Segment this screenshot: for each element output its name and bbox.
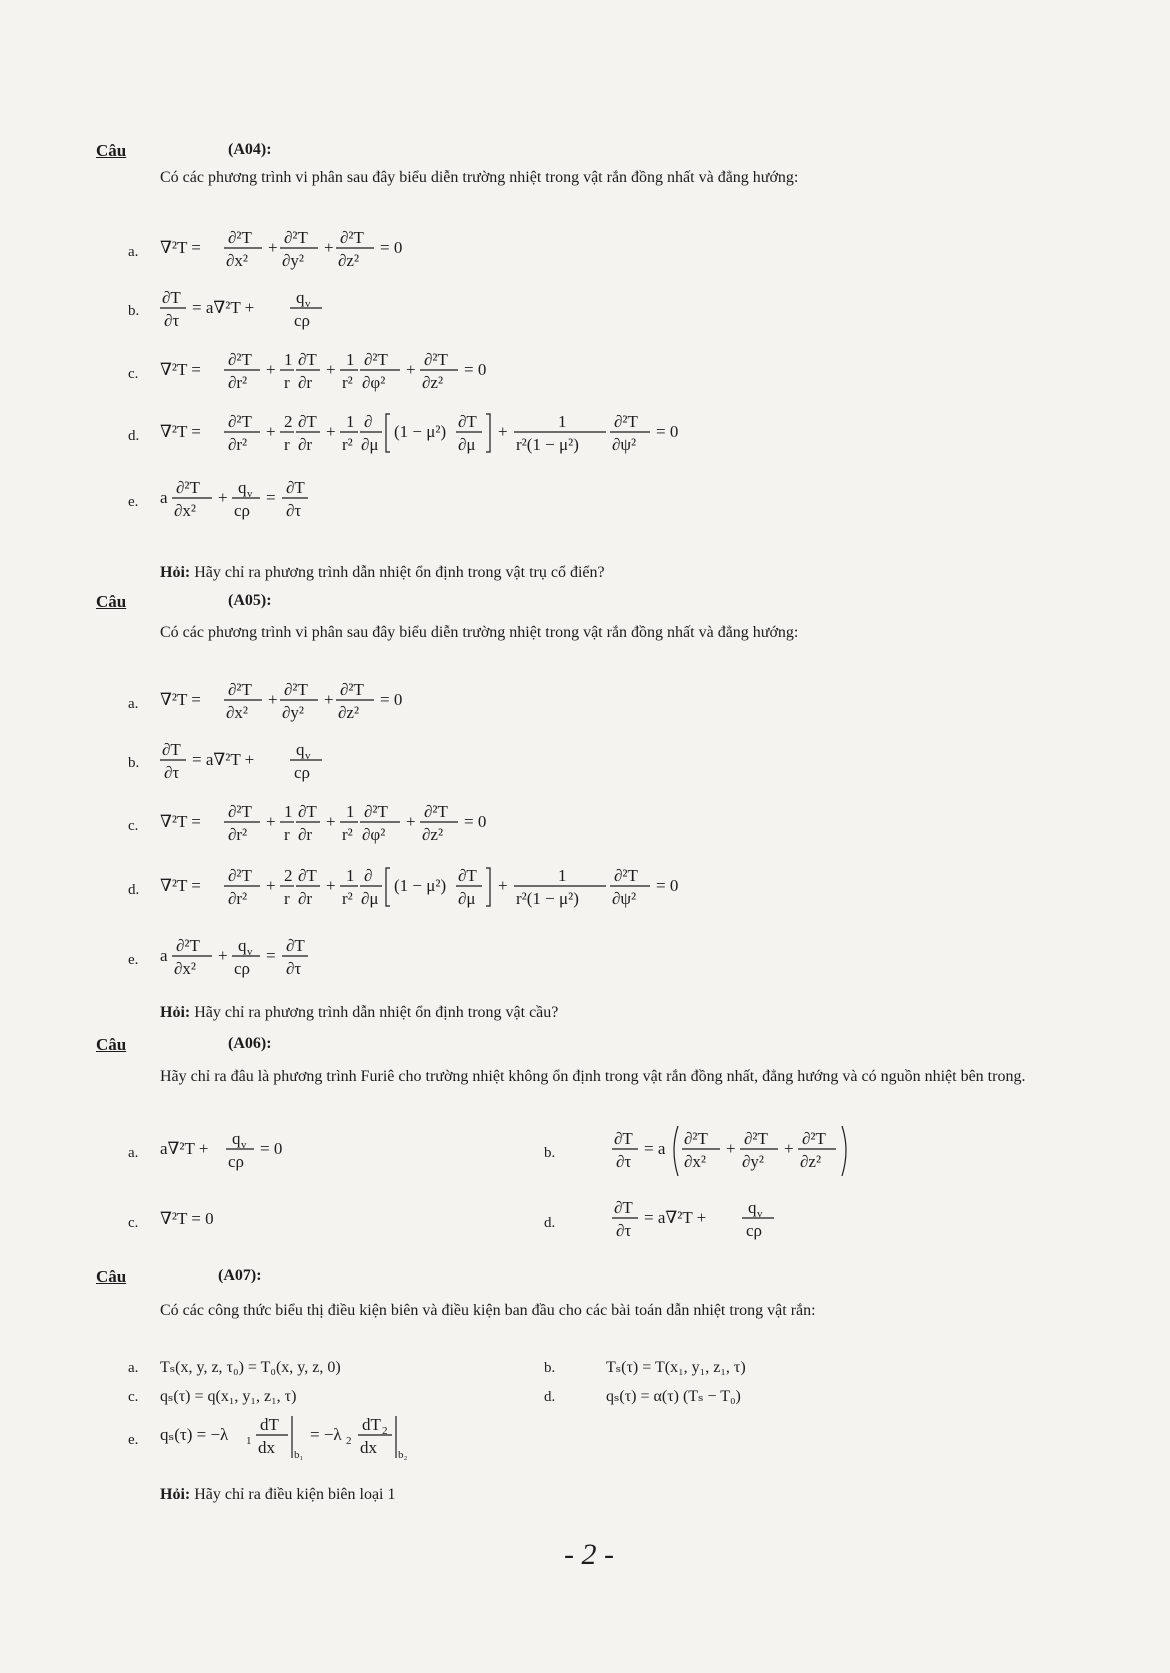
option-letter: c. <box>128 366 139 382</box>
question-label: Câu <box>96 1035 127 1054</box>
question-prompt <box>160 1486 395 1504</box>
option-letter: c. <box>128 1215 139 1231</box>
option-letter: a. <box>128 696 139 712</box>
svg-text:∂T: ∂T <box>298 802 317 821</box>
svg-text:∂r²: ∂r² <box>228 825 248 844</box>
svg-text:+: + <box>218 488 228 507</box>
svg-text:q: q <box>238 936 247 955</box>
svg-text:+: + <box>324 690 334 709</box>
svg-text:= −λ: = −λ <box>310 1425 342 1444</box>
svg-text:=: = <box>266 488 276 507</box>
svg-text:∂²T: ∂²T <box>228 802 252 821</box>
svg-text:∂T: ∂T <box>458 866 477 885</box>
svg-text:∂²T: ∂²T <box>228 680 252 699</box>
option-letter: a. <box>128 1145 139 1161</box>
option-letter: d. <box>128 428 140 444</box>
svg-text:∂y²: ∂y² <box>282 703 304 722</box>
svg-text:∂τ: ∂τ <box>286 959 302 978</box>
svg-text:∂²T: ∂²T <box>614 866 638 885</box>
option-letter: e. <box>128 1432 139 1448</box>
option-letter: b. <box>128 755 140 771</box>
svg-text:∂²T: ∂²T <box>614 412 638 431</box>
svg-text:v: v <box>241 1139 247 1151</box>
svg-text:1: 1 <box>284 350 293 369</box>
svg-text:+: + <box>498 422 508 441</box>
svg-text:v: v <box>757 1208 763 1220</box>
svg-text:+: + <box>268 238 278 257</box>
svg-text:∂²T: ∂²T <box>684 1129 708 1148</box>
svg-text:∂τ: ∂τ <box>164 311 180 330</box>
svg-text:∂μ: ∂μ <box>361 435 379 454</box>
svg-text:∂²T: ∂²T <box>228 412 252 431</box>
svg-text:∂z²: ∂z² <box>338 703 360 722</box>
svg-text:b₁: b₁ <box>294 1449 304 1461</box>
svg-text:q: q <box>238 478 247 497</box>
option-letter: e. <box>128 952 139 968</box>
prompt-text: Hãy chỉ ra điều kiện biên loại 1 <box>194 1486 396 1503</box>
svg-text:+: + <box>406 812 416 831</box>
svg-text:cρ: cρ <box>746 1221 763 1240</box>
option-letter: b. <box>544 1360 556 1376</box>
svg-text:∇²T =: ∇²T = <box>160 238 201 257</box>
question-label: Câu <box>96 1267 127 1286</box>
svg-text:∂ψ²: ∂ψ² <box>612 889 637 908</box>
svg-text:+: + <box>266 876 276 895</box>
svg-text:∂r²: ∂r² <box>228 435 248 454</box>
equation-a04-b <box>160 286 360 346</box>
question-intro: Hãy chỉ ra đâu là phương trình Furiê cho trường nhiệt không ổn định trong vật rắn đồng nhất, đẳng hướng và có nguồn nhiệt bên trong. <box>160 1068 1026 1085</box>
svg-text:∇²T =: ∇²T = <box>160 812 201 831</box>
svg-text:= 0: = 0 <box>464 812 487 831</box>
svg-text:a: a <box>160 488 168 507</box>
svg-text:r: r <box>284 435 290 454</box>
question-label: Câu <box>96 141 127 160</box>
svg-text:r²: r² <box>342 889 353 908</box>
svg-text:∂μ: ∂μ <box>458 435 476 454</box>
svg-text:∂x²: ∂x² <box>226 251 248 270</box>
svg-text:∂r²: ∂r² <box>228 889 248 908</box>
equation-a06-d <box>612 1196 812 1256</box>
question-intro: Có các phương trình vi phân sau đây biểu diễn trường nhiệt trong vật rắn đồng nhất và đẳng hướng: <box>160 624 799 641</box>
svg-text:∂T: ∂T <box>286 936 305 955</box>
svg-text:= 0: = 0 <box>260 1139 283 1158</box>
svg-text:∂²T: ∂²T <box>424 350 448 369</box>
svg-text:∂T: ∂T <box>298 350 317 369</box>
option-letter: b. <box>128 303 140 319</box>
svg-text:= a: = a <box>644 1139 666 1158</box>
page-number: - 2 - <box>564 1538 614 1571</box>
option-letter: b. <box>544 1145 556 1161</box>
svg-text:q: q <box>296 740 305 759</box>
svg-text:+: + <box>266 422 276 441</box>
svg-text:= 0: = 0 <box>380 690 403 709</box>
svg-text:r: r <box>284 825 290 844</box>
svg-text:∇²T =: ∇²T = <box>160 422 201 441</box>
svg-text:∂T: ∂T <box>162 740 181 759</box>
option-letter: e. <box>128 494 139 510</box>
svg-text:= a∇²T +: = a∇²T + <box>644 1208 707 1227</box>
svg-text:∂²T: ∂²T <box>340 228 364 247</box>
svg-text:v: v <box>305 750 311 762</box>
svg-text:q: q <box>748 1198 757 1217</box>
equation-a05-c <box>160 800 500 860</box>
formula-b: Tₛ(τ) = T(x₁, y₁, z₁, τ) <box>606 1359 746 1376</box>
svg-text:∂²T: ∂²T <box>364 350 388 369</box>
svg-text:∂²T: ∂²T <box>284 228 308 247</box>
question-intro: Có các phương trình vi phân sau đây biểu diễn trường nhiệt trong vật rắn đồng nhất và đẳng hướng: <box>160 169 799 186</box>
svg-text:r²: r² <box>342 825 353 844</box>
svg-text:2: 2 <box>284 412 293 431</box>
svg-text:r: r <box>284 373 290 392</box>
question-code: (A04): <box>228 141 272 158</box>
equation-a05-d <box>160 862 690 924</box>
svg-text:∇²T =: ∇²T = <box>160 876 201 895</box>
question-code: (A07): <box>218 1267 262 1284</box>
svg-text:+: + <box>784 1139 794 1158</box>
equation-a05-a <box>160 678 420 738</box>
svg-text:a∇²T +: a∇²T + <box>160 1139 209 1158</box>
svg-text:∂²T: ∂²T <box>176 478 200 497</box>
svg-text:= a∇²T +: = a∇²T + <box>192 298 255 317</box>
equation-a04-a <box>160 226 420 286</box>
svg-text:∂τ: ∂τ <box>164 763 180 782</box>
svg-text:q: q <box>232 1129 241 1148</box>
prompt-text: Hãy chỉ ra phương trình dẫn nhiệt ổn định trong vật trụ cổ điển? <box>194 564 605 581</box>
svg-text:∂²T: ∂²T <box>744 1129 768 1148</box>
svg-text:v: v <box>247 488 253 500</box>
svg-text:∂r²: ∂r² <box>228 373 248 392</box>
svg-text:∂φ²: ∂φ² <box>362 373 386 392</box>
svg-text:= 0: = 0 <box>380 238 403 257</box>
svg-text:∂τ: ∂τ <box>616 1152 632 1171</box>
svg-text:cρ: cρ <box>294 311 311 330</box>
svg-text:∂x²: ∂x² <box>174 501 196 520</box>
svg-text:1: 1 <box>346 866 355 885</box>
option-letter: a. <box>128 244 139 260</box>
svg-text:+: + <box>326 876 336 895</box>
svg-text:+: + <box>266 360 276 379</box>
formula-c: qₛ(τ) = q(x₁, y₁, z₁, τ) <box>160 1388 297 1405</box>
svg-text:(1 − μ²): (1 − μ²) <box>394 876 447 895</box>
svg-text:v: v <box>247 946 253 958</box>
svg-text:∂r: ∂r <box>298 373 313 392</box>
svg-text:qₛ(τ) = −λ: qₛ(τ) = −λ <box>160 1425 229 1444</box>
svg-text:∂z²: ∂z² <box>422 373 444 392</box>
option-letter: c. <box>128 818 139 834</box>
svg-text:+: + <box>326 812 336 831</box>
svg-text:= 0: = 0 <box>656 422 679 441</box>
equation-a05-e <box>160 934 360 994</box>
svg-text:=: = <box>266 946 276 965</box>
formula-a: Tₛ(x, y, z, τ₀) = T₀(x, y, z, 0) <box>160 1359 341 1376</box>
svg-text:dT: dT <box>362 1415 381 1434</box>
svg-text:= 0: = 0 <box>464 360 487 379</box>
svg-text:∂z²: ∂z² <box>422 825 444 844</box>
svg-text:= 0: = 0 <box>656 876 679 895</box>
svg-text:r²: r² <box>342 435 353 454</box>
svg-text:1: 1 <box>246 1435 252 1447</box>
question-prompt <box>160 1004 558 1022</box>
svg-text:∂x²: ∂x² <box>174 959 196 978</box>
svg-text:b₂: b₂ <box>398 1449 408 1461</box>
option-letter: a. <box>128 1360 139 1376</box>
svg-text:∂²T: ∂²T <box>228 228 252 247</box>
svg-text:∂²T: ∂²T <box>284 680 308 699</box>
svg-text:cρ: cρ <box>234 959 251 978</box>
option-letter: c. <box>128 1389 139 1405</box>
svg-text:∂T: ∂T <box>614 1129 633 1148</box>
prompt-label: Hỏi: <box>160 1486 191 1503</box>
question-intro: Có các công thức biểu thị điều kiện biên và điều kiện ban đầu cho các bài toán dẫn nhiệt trong vật rắn: <box>160 1302 816 1319</box>
svg-text:∂T: ∂T <box>458 412 477 431</box>
svg-text:∂μ: ∂μ <box>458 889 476 908</box>
svg-text:a: a <box>160 946 168 965</box>
equation-a05-b <box>160 738 360 798</box>
equation-a06-b <box>612 1120 892 1190</box>
svg-text:∂²T: ∂²T <box>176 936 200 955</box>
svg-text:+: + <box>266 812 276 831</box>
svg-text:r: r <box>284 889 290 908</box>
option-letter: d. <box>544 1389 556 1405</box>
question-label: Câu <box>96 592 127 611</box>
equation-a07-e <box>160 1412 440 1472</box>
svg-text:∂y²: ∂y² <box>282 251 304 270</box>
svg-text:2: 2 <box>284 866 293 885</box>
svg-text:+: + <box>324 238 334 257</box>
svg-text:cρ: cρ <box>294 763 311 782</box>
svg-text:∂ψ²: ∂ψ² <box>612 435 637 454</box>
equation-a06-c <box>160 1200 280 1240</box>
equation-a04-c <box>160 348 500 408</box>
svg-text:∂τ: ∂τ <box>616 1221 632 1240</box>
option-letter: d. <box>128 882 140 898</box>
svg-text:∂T: ∂T <box>614 1198 633 1217</box>
svg-text:+: + <box>268 690 278 709</box>
svg-text:∂: ∂ <box>364 412 373 431</box>
svg-text:∂²T: ∂²T <box>228 350 252 369</box>
svg-text:∂x²: ∂x² <box>684 1152 706 1171</box>
question-code: (A06): <box>228 1035 272 1052</box>
svg-text:+: + <box>498 876 508 895</box>
question-prompt <box>160 564 605 582</box>
svg-text:q: q <box>296 288 305 307</box>
svg-text:∂²T: ∂²T <box>802 1129 826 1148</box>
svg-text:∂²T: ∂²T <box>340 680 364 699</box>
svg-text:1: 1 <box>558 412 567 431</box>
svg-text:∂z²: ∂z² <box>338 251 360 270</box>
svg-text:2: 2 <box>382 1425 388 1437</box>
svg-text:∇²T = 0: ∇²T = 0 <box>160 1209 214 1228</box>
svg-text:∂z²: ∂z² <box>800 1152 822 1171</box>
svg-text:∂r: ∂r <box>298 889 313 908</box>
svg-text:cρ: cρ <box>228 1152 245 1171</box>
svg-text:∂²T: ∂²T <box>364 802 388 821</box>
svg-text:dx: dx <box>258 1438 275 1457</box>
prompt-label: Hỏi: <box>160 564 191 581</box>
svg-text:+: + <box>326 422 336 441</box>
option-letter: d. <box>544 1215 556 1231</box>
svg-text:1: 1 <box>346 412 355 431</box>
svg-text:(1 − μ²): (1 − μ²) <box>394 422 447 441</box>
svg-text:r²: r² <box>342 373 353 392</box>
svg-text:1: 1 <box>558 866 567 885</box>
svg-text:∂²T: ∂²T <box>228 866 252 885</box>
svg-text:r²(1 − μ²): r²(1 − μ²) <box>516 435 579 454</box>
svg-text:2: 2 <box>346 1435 352 1447</box>
svg-text:∂r: ∂r <box>298 825 313 844</box>
svg-text:1: 1 <box>346 802 355 821</box>
svg-text:∂T: ∂T <box>298 412 317 431</box>
equation-a06-a <box>160 1127 320 1187</box>
svg-text:+: + <box>406 360 416 379</box>
svg-text:cρ: cρ <box>234 501 251 520</box>
svg-text:∂T: ∂T <box>286 478 305 497</box>
svg-text:+: + <box>726 1139 736 1158</box>
svg-text:r²(1 − μ²): r²(1 − μ²) <box>516 889 579 908</box>
svg-text:1: 1 <box>346 350 355 369</box>
svg-text:+: + <box>218 946 228 965</box>
svg-text:∂φ²: ∂φ² <box>362 825 386 844</box>
svg-text:∇²T =: ∇²T = <box>160 360 201 379</box>
svg-text:1: 1 <box>284 802 293 821</box>
prompt-label: Hỏi: <box>160 1004 191 1021</box>
question-code: (A05): <box>228 592 272 609</box>
svg-text:= a∇²T +: = a∇²T + <box>192 750 255 769</box>
svg-text:dx: dx <box>360 1438 377 1457</box>
svg-text:∂μ: ∂μ <box>361 889 379 908</box>
formula-d: qₛ(τ) = α(τ) (Tₛ − T₀) <box>606 1388 741 1405</box>
svg-text:∂τ: ∂τ <box>286 501 302 520</box>
svg-text:∂²T: ∂²T <box>424 802 448 821</box>
svg-text:+: + <box>326 360 336 379</box>
svg-text:∂y²: ∂y² <box>742 1152 764 1171</box>
equation-a04-e <box>160 476 360 536</box>
prompt-text: Hãy chỉ ra phương trình dẫn nhiệt ổn định trong vật cầu? <box>194 1004 559 1021</box>
svg-text:∂r: ∂r <box>298 435 313 454</box>
svg-text:∂T: ∂T <box>298 866 317 885</box>
svg-text:∂x²: ∂x² <box>226 703 248 722</box>
svg-text:∂T: ∂T <box>162 288 181 307</box>
equation-a04-d <box>160 408 690 470</box>
svg-text:v: v <box>305 298 311 310</box>
svg-text:∂: ∂ <box>364 866 373 885</box>
svg-text:∇²T =: ∇²T = <box>160 690 201 709</box>
svg-text:dT: dT <box>260 1415 279 1434</box>
